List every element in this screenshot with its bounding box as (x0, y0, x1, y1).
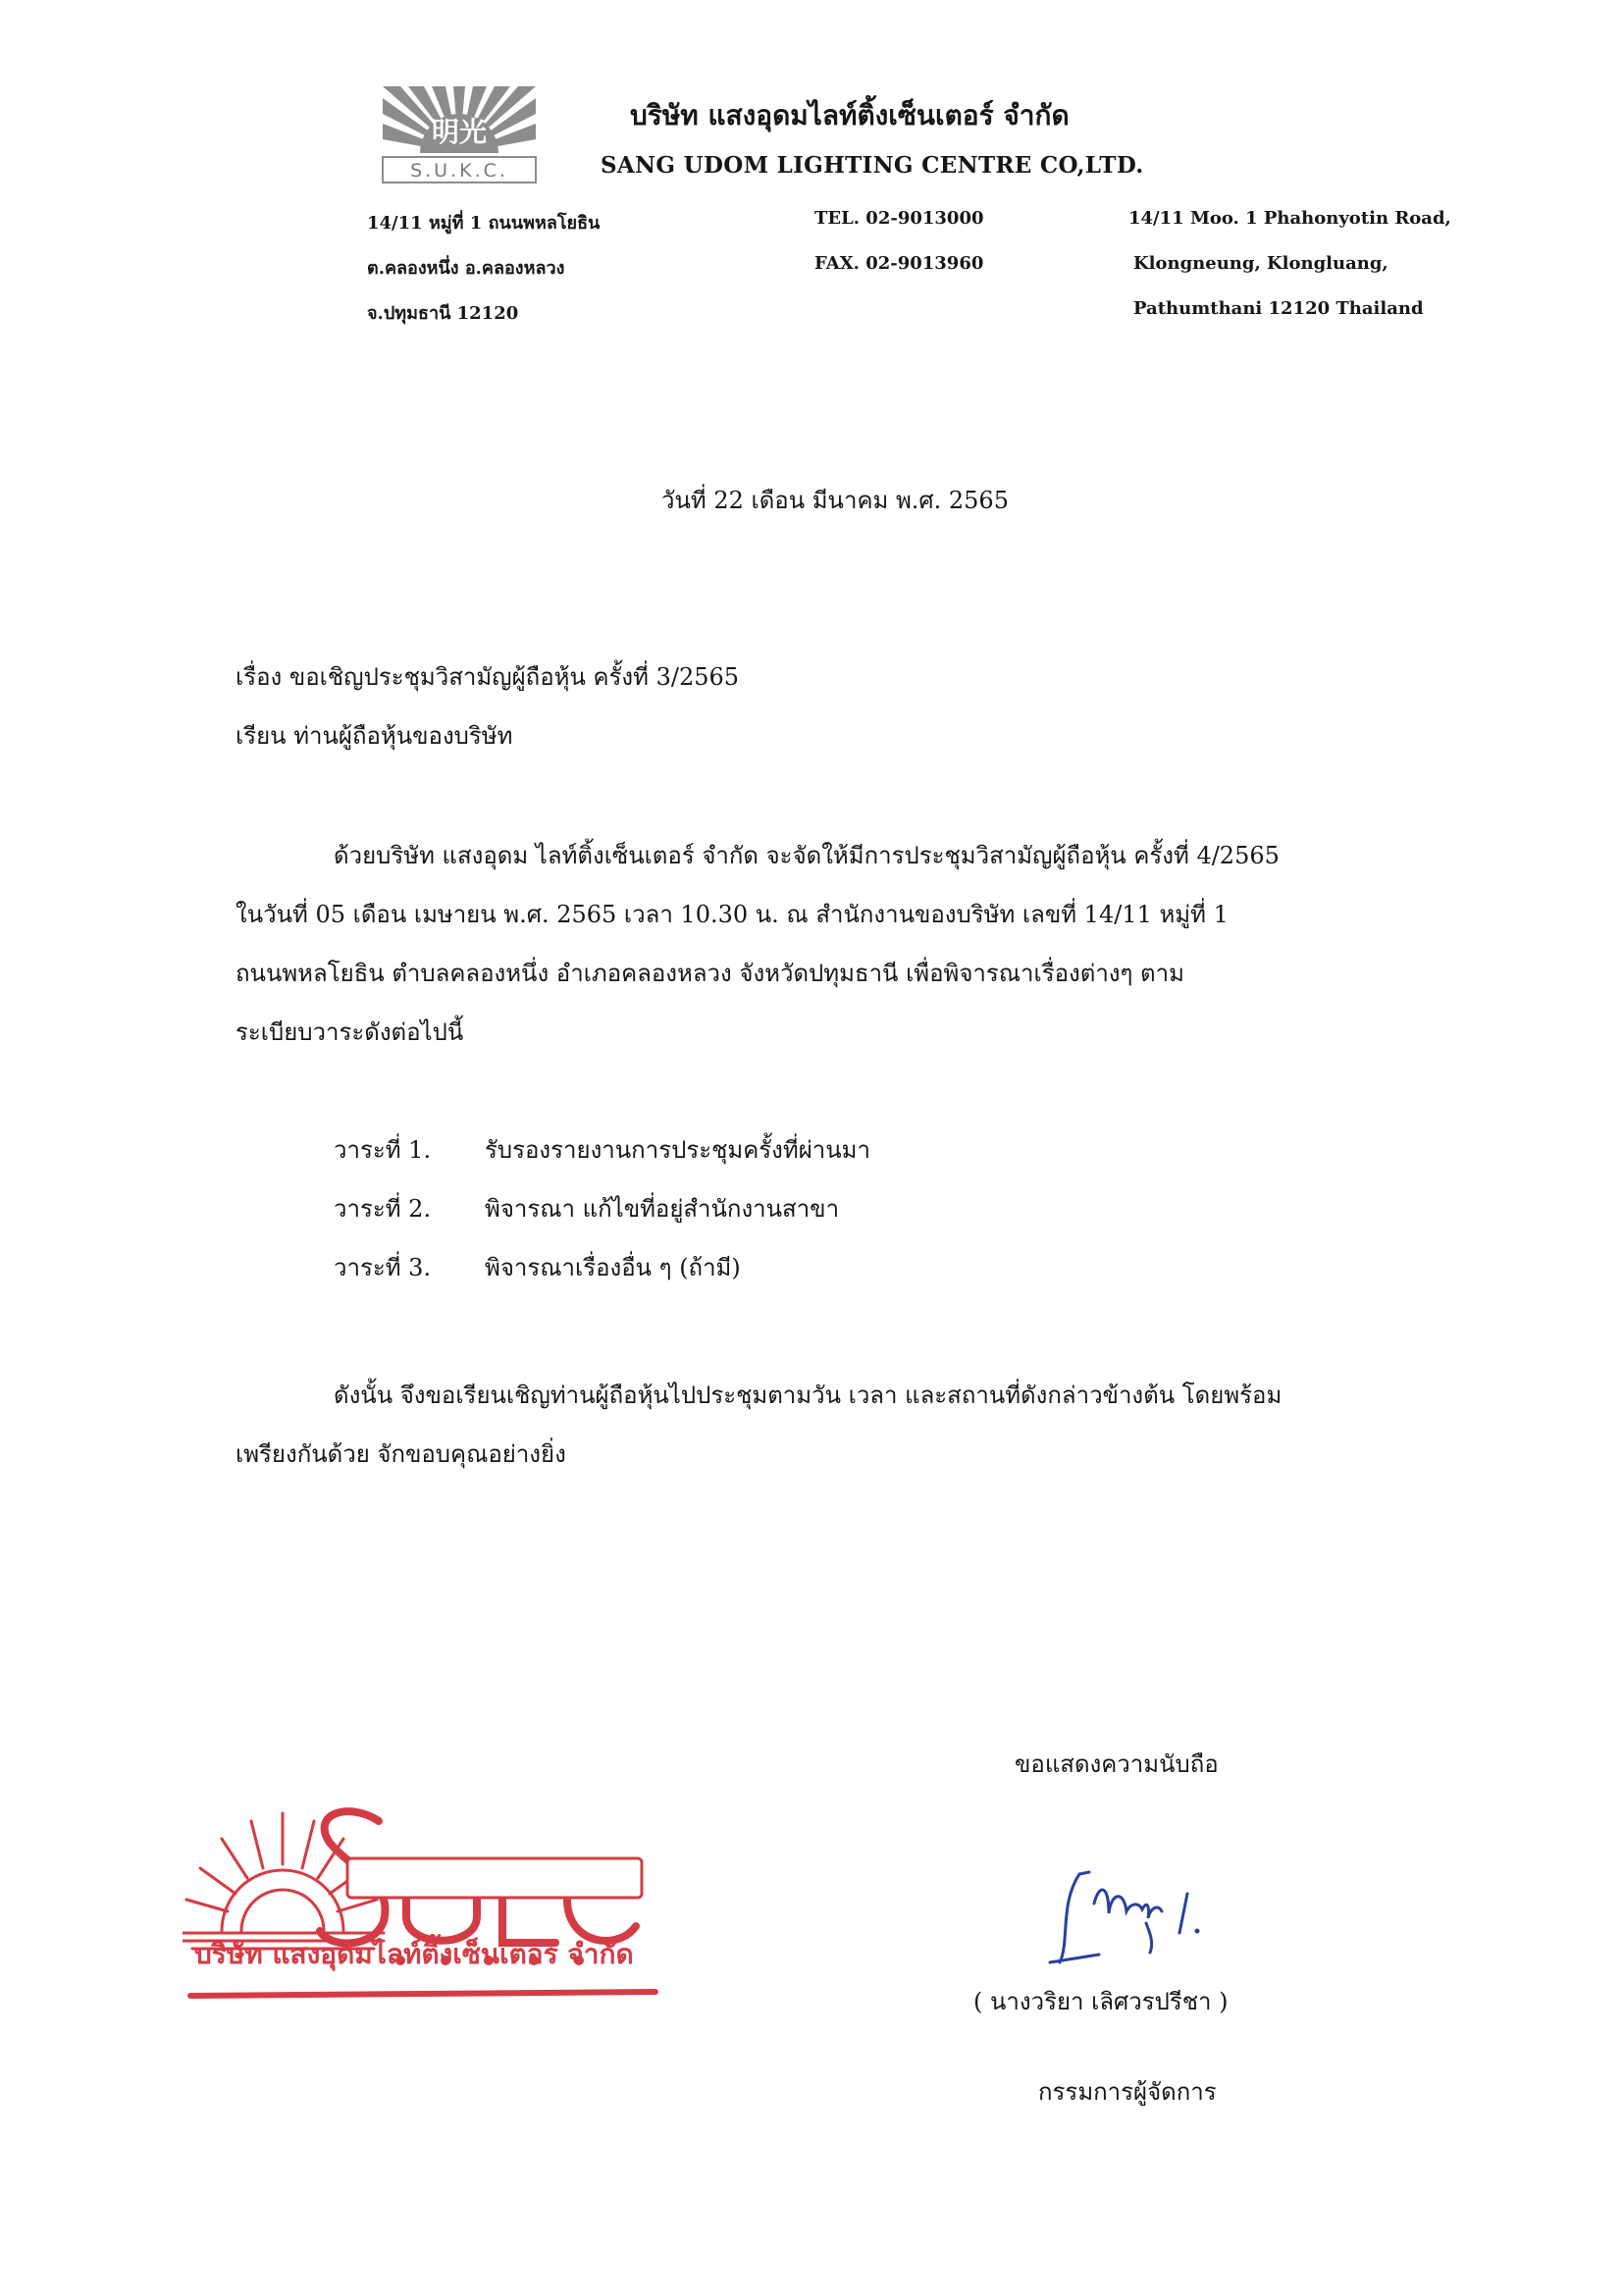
handwritten-signature (1040, 1864, 1227, 1972)
telephone-number: TEL. 02-9013000 (814, 208, 984, 229)
letter-recipient: เรียน ท่านผู้ถือหุ้นของบริษัท (236, 722, 513, 750)
stamp-underline (190, 1992, 655, 1996)
address-thai-line-1: 14/11 หมู่ที่ 1 ถนนพหลโยธิน (367, 213, 601, 234)
agenda-item-text: รับรองรายงานการประชุมครั้งที่ผ่านมา (485, 1136, 870, 1164)
closing-line: ดังนั้น จึงขอเรียนเชิญท่านผู้ถือหุ้นไปประชุมตามวัน เวลา และสถานที่ดังกล่าวข้างต้น โดยพร้อม (334, 1382, 1283, 1409)
agenda-item-text: พิจารณาเรื่องอื่น ๆ (ถ้ามี) (485, 1254, 741, 1281)
logo-caption: S.U.K.C. (410, 160, 508, 182)
fax-number: FAX. 02-9013960 (814, 253, 984, 274)
signatory-name: ( นางวริยา เลิศวรปรีชา ) (973, 1988, 1229, 2015)
stamp-blank-bar (347, 1858, 642, 1898)
company-logo (381, 84, 538, 184)
company-name-thai: บริษัท แสงอุดมไลท์ติ้งเซ็นเตอร์ จำกัด (630, 99, 1070, 131)
closing-line: เพรียงกันด้วย จักขอบคุณอย่างยิ่ง (236, 1440, 566, 1468)
logo-glyphs: 明光 (431, 116, 488, 148)
closing-paragraph (236, 1366, 1425, 1484)
stamp-company-name: บริษัท แสงอุดมไลท์ติ้งเซ็นเตอร์ จำกัด (194, 1938, 634, 1970)
company-name-english: SANG UDOM LIGHTING CENTRE CO,LTD. (601, 152, 1144, 179)
agenda-item-label: วาระที่ 3. (334, 1254, 432, 1281)
agenda-item-label: วาระที่ 2. (334, 1195, 432, 1223)
intro-line: ระเบียบวาระดังต่อไปนี้ (236, 1018, 464, 1046)
intro-paragraph (236, 826, 1425, 1062)
address-english-line-3: Pathumthani 12120 Thailand (1133, 298, 1424, 319)
agenda-item-label: วาระที่ 1. (334, 1136, 432, 1164)
signatory-position: กรรมการผู้จัดการ (1038, 2078, 1217, 2106)
intro-line: ด้วยบริษัท แสงอุดม ไลท์ติ้งเซ็นเตอร์ จำกัด จะจัดให้มีการประชุมวิสามัญผู้ถือหุ้น ครั้งที่ 4/2565 (334, 842, 1280, 869)
intro-line: ถนนพหลโยธิน ตำบลคลองหนึ่ง อำเภอคลองหลวง จังหวัดปทุมธานี เพื่อพิจารณาเรื่องต่างๆ ตาม (236, 960, 1184, 987)
letter-date: วันที่ 22 เดือน มีนาคม พ.ศ. 2565 (661, 487, 1009, 514)
letter-subject: เรื่อง ขอเชิญประชุมวิสามัญผู้ถือหุ้น ครั้งที่ 3/2565 (236, 663, 740, 691)
intro-line: ในวันที่ 05 เดือน เมษายน พ.ศ. 2565 เวลา 10.30 น. ณ สำนักงานของบริษัท เลขที่ 14/11 หมู่ที่ 1 (236, 901, 1229, 928)
address-thai-line-2: ต.คลองหนึ่ง อ.คลองหลวง (367, 258, 565, 279)
address-english-line-2: Klongneung, Klongluang, (1133, 253, 1388, 274)
agenda-item-text: พิจารณา แก้ไขที่อยู่สำนักงานสาขา (485, 1195, 840, 1223)
closing-salutation: ขอแสดงความนับถือ (1015, 1750, 1219, 1778)
address-english-line-1: 14/11 Moo. 1 Phahonyotin Road, (1128, 208, 1451, 229)
address-thai-line-3: จ.ปทุมธานี 12120 (367, 303, 519, 324)
